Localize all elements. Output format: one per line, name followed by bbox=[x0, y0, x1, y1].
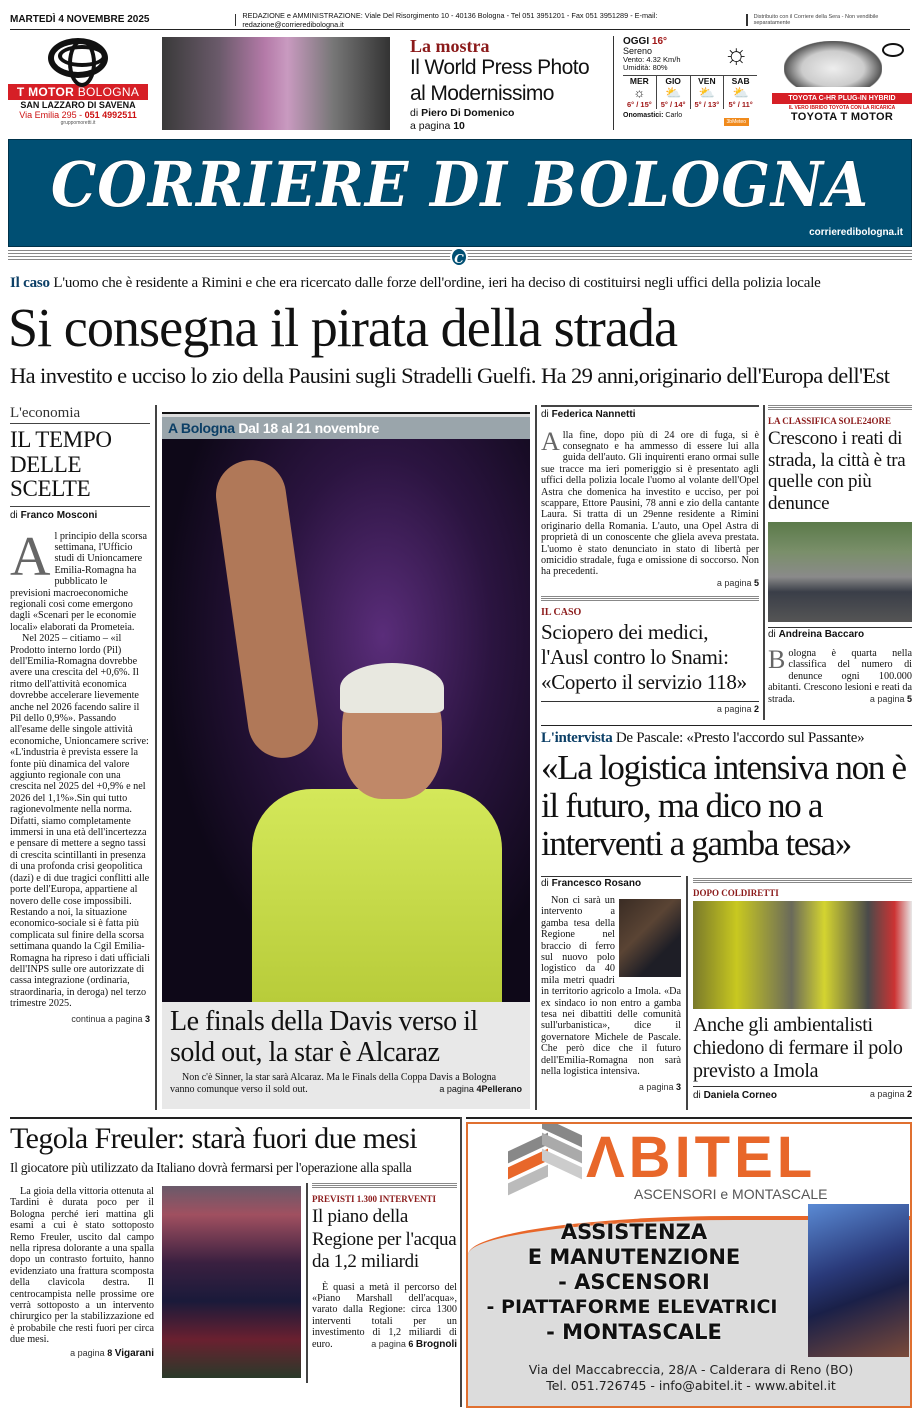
partly-cloudy-icon: ⛅ bbox=[732, 85, 749, 100]
classifica-byline: di Andreina Baccaro bbox=[768, 629, 865, 640]
intervista-title: «La logistica intensiva non è il futuro, ma dico no a interventi a gamba tesa» bbox=[541, 748, 906, 863]
freuler-body: La gioia della vittoria ottenuta al Tardini è durata poco per il Bologna perché ieri mattina gli esami a cui è stato sottoposto Remo Freuler, uscito dal campo nella ripresa dolorante a una spalla dopo un contrasto fortuito, hanno evidenziato una frattura scomposta della clavicola destra. Il centrocampista nelle prossime ore verrà sottoposto a un intervento chirurgico per la stabilizzazione ed è probabile che resti fuori per circa due mesi. bbox=[10, 1186, 154, 1346]
weather-humidity: Umidità: 80% bbox=[623, 63, 668, 72]
sciopero-kicker: IL CASO bbox=[541, 606, 582, 618]
lead-page-ref[interactable]: a pagina 5 bbox=[716, 577, 759, 588]
alcaraz-summary: Non c'è Sinner, la star sarà Alcaraz. Ma le Finals della Coppa Davis a Bologna vanno comunque verso il sold out. a pagina 4Pellerano bbox=[170, 1072, 522, 1095]
issue-date: MARTEDÌ 4 NOVEMBRE 2025 bbox=[10, 14, 150, 25]
section-rule bbox=[466, 1117, 912, 1119]
ad-tagline: IL VERO IBRIDO TOYOTA CON LA RICARICA bbox=[788, 105, 896, 111]
sun-icon: ☼ bbox=[633, 85, 646, 100]
section-rule bbox=[768, 405, 912, 410]
divider bbox=[746, 14, 747, 26]
teaser-mostra[interactable] bbox=[410, 37, 610, 133]
piano-page-ref: a pagina 6 Brognoli bbox=[371, 1338, 457, 1350]
de-pascale-photo[interactable] bbox=[619, 899, 681, 977]
weather-wind: Vento: 4.32 Km/h bbox=[623, 55, 681, 64]
ad-brand: TOYOTA T MOTOR bbox=[790, 111, 894, 123]
weather-today: OGGI 16° bbox=[623, 36, 668, 47]
alcaraz-photo[interactable] bbox=[162, 439, 530, 1002]
coldiretti-kicker: DOPO COLDIRETTI bbox=[693, 888, 779, 898]
lead-kicker: Il caso L'uomo che è residente a Rimini e che era ricercato dalle forze dell'ordine, ieri ha deciso di costituirsi negli uffici della polizia locale bbox=[10, 275, 821, 291]
abitel-logo-icon bbox=[508, 1132, 580, 1188]
eco-continue[interactable]: continua a pagina 3 bbox=[71, 1013, 150, 1024]
website-link[interactable]: corrieredibologna.it bbox=[809, 227, 903, 238]
freuler-page-ref[interactable]: a pagina 8 Vigarani bbox=[70, 1347, 154, 1359]
eco-kicker: L'economia bbox=[10, 405, 150, 424]
column-divider bbox=[306, 1183, 308, 1383]
intervista-page-ref[interactable]: a pagina 3 bbox=[638, 1081, 681, 1092]
article-economia[interactable] bbox=[10, 405, 150, 1024]
masthead[interactable] bbox=[8, 139, 912, 247]
sciopero-page-ref[interactable]: a pagina 2 bbox=[716, 703, 759, 714]
section-rule bbox=[10, 1117, 460, 1119]
teaser-byline: di Piero Di Domenico bbox=[410, 107, 515, 119]
ad-tmotor-left[interactable] bbox=[8, 38, 148, 130]
abitel-services: ASSISTENZA E MANUTENZIONE - ASCENSORI - PIATTAFORME ELEVATRICI - MONTASCALE bbox=[486, 1220, 778, 1344]
classifica-kicker: LA CLASSIFICA SOLE24ORE bbox=[768, 416, 892, 426]
ad-toyota-chr[interactable] bbox=[772, 37, 912, 130]
alcaraz-caption bbox=[162, 1002, 530, 1109]
article-intervista[interactable] bbox=[541, 725, 912, 863]
toyota-logo-icon bbox=[882, 43, 904, 57]
ad-contact: Via Emilia 295 - 051 4992511 bbox=[19, 110, 137, 120]
photo-detail bbox=[340, 663, 444, 713]
teaser-page-ref: a pagina 10 bbox=[410, 120, 465, 132]
sciopero-title[interactable]: Sciopero dei medici, l'Ausl contro lo Snami: «Coperto il servizio 118» bbox=[541, 620, 759, 702]
forecast-day: GIO ⛅ 5° / 14° bbox=[657, 76, 691, 109]
freuler-article[interactable] bbox=[10, 1186, 154, 1359]
ad-model-band: TOYOTA C-HR PLUG-IN HYBRID bbox=[772, 93, 912, 104]
top-strip bbox=[10, 10, 910, 30]
coldiretti-byline: di Daniela Corneo bbox=[693, 1090, 777, 1101]
column-divider bbox=[155, 405, 157, 1110]
piano-kicker: PREVISTI 1.300 INTERVENTI bbox=[312, 1194, 436, 1204]
eco-byline: di Franco Mosconi bbox=[10, 509, 98, 521]
intervista-kicker: L'intervista De Pascale: «Presto l'accordo sul Passante» bbox=[541, 730, 865, 746]
abitel-tagline: ASCENSORI e MONTASCALE bbox=[634, 1186, 828, 1202]
car-image bbox=[784, 41, 882, 87]
teaser-title-line1: Il World Press Photo bbox=[410, 56, 590, 79]
alcaraz-headline: Le finals della Davis verso il sold out, la star è Alcaraz bbox=[170, 1006, 478, 1068]
coldiretti-page-ref[interactable]: a pagina 2 bbox=[869, 1089, 912, 1099]
intervista-byline: di Francesco Rosano bbox=[541, 878, 642, 889]
freuler-subheadline: Il giocatore più utilizzato da Italiano dovrà fermarsi per l'operazione alla spalla bbox=[10, 1160, 412, 1175]
forecast-day: VEN ⛅ 5° / 13° bbox=[691, 76, 725, 109]
divider bbox=[235, 14, 236, 26]
piano-body: È quasi a metà il percorso del «Piano Marshall dell'acqua», varato dalla Regione: circa 1300 interventi totali per un investimento di 1,2 miliardi di euro. a pagina 6 Brognoli bbox=[312, 1281, 457, 1350]
article-classifica[interactable] bbox=[768, 405, 912, 705]
teaser-photo[interactable] bbox=[162, 37, 390, 130]
alcaraz-page-ref: a pagina 4Pellerano bbox=[439, 1083, 522, 1094]
section-rule bbox=[312, 1183, 457, 1188]
dropcap: B bbox=[768, 645, 786, 674]
article-piano-acqua[interactable] bbox=[312, 1183, 457, 1350]
article-davis-alcaraz[interactable] bbox=[162, 412, 530, 1107]
sun-icon: ☼ bbox=[723, 38, 749, 69]
classifica-body: Bologna è quarta nella classifica del numero di denunce ogni 100.000 abitanti. Crescono lesioni e reati da strada. a pagina 5 bbox=[768, 645, 912, 705]
forecast-day: SAB ⛅ 5° / 11° bbox=[724, 76, 757, 109]
eco-body-2: Nel 2025 – citiamo – «il Prodotto interno lordo (Pil) dell'Emilia-Romagna dovrebbe avere una crescita del +0,6%. Il ritmo dell'attività economica dovrebbe accelerare lievemente anche nel 2026 facendo salire il Pil dello 0,9%». Passando all'esame delle singole attività economiche, Unioncamere scrive: «L'industria è prevista essere la fonte più dinamica del valore aggiunto regionale con una crescita nel 2025 del +0,9% e nel 2026 del 1,1%».Sin qui tutto ragionevolmente nella norma. Difatti, siamo completamente immersi in una età dell'incertezza e pensare di mettere a segno tassi di crescita scintillanti in presenza di una profonda crisi geopolitica (dazi) e di due tragici conflitti alle porte dell'Europa, appartiene al novero delle cose impossibili. Restando a noi, la situazione economico-sociale si è fatta più complicata sul finire della scorsa settimana quando la Cgil Emilia-Romagna ha ripreso i dati ufficiali dell'INPS sulle ore autorizzate di cassa integrazione (ordinaria, straordinaria, in deroga) nel terzo trimestre 2025. bbox=[10, 633, 150, 1010]
ad-url: gruppomoretti.it bbox=[60, 120, 96, 126]
abitel-brand: ΛBITEL bbox=[586, 1125, 817, 1190]
weather-credit: 3bMeteo bbox=[724, 118, 749, 126]
ad-abitel[interactable] bbox=[466, 1122, 912, 1408]
weather-condition: Sereno bbox=[623, 46, 653, 56]
photo-detail bbox=[252, 789, 502, 1002]
ad-location: SAN LAZZARO DI SAVENA bbox=[20, 100, 136, 110]
section-rule bbox=[693, 878, 912, 883]
editorial-address: REDAZIONE e AMMINISTRAZIONE: Viale Del Risorgimento 10 - 40136 Bologna - Tel 051 3951201 - Fax 051 3951289 - E-mail: redazione@corrieredibologna.it bbox=[242, 10, 658, 29]
newspaper-title: CORRIERE DI BOLOGNA bbox=[50, 148, 870, 221]
article-lead-body[interactable] bbox=[541, 405, 759, 714]
classifica-photo[interactable] bbox=[768, 522, 912, 622]
column-divider bbox=[460, 1117, 462, 1407]
abitel-contacts: Via del Maccabreccia, 28/A - Calderara di Reno (BO) Tel. 051.726745 - info@abitel.it - www.abitel.it bbox=[528, 1362, 854, 1393]
corriere-c-badge: C bbox=[450, 247, 468, 267]
column-divider bbox=[686, 876, 688, 1110]
dropcap: A bbox=[541, 426, 560, 456]
section-rule bbox=[541, 596, 759, 601]
teaser-kicker: La mostra bbox=[410, 36, 490, 56]
column-divider bbox=[535, 405, 537, 1110]
weather-box bbox=[613, 36, 757, 130]
intervista-body[interactable] bbox=[541, 876, 681, 1092]
eco-title: IL TEMPO DELLE SCELTE bbox=[10, 424, 150, 507]
coldiretti-title: Anche gli ambientalisti chiedono di fermare il polo previsto a Imola bbox=[693, 1014, 912, 1087]
lead-subheadline: Ha investito e ucciso lo zio della Pausini sugli Stradelli Guelfi. Ha 29 anni,originario dell'Europa dell'Est bbox=[10, 363, 890, 388]
lead-body: Alla fine, dopo più di 24 ore di fuga, si è consegnato e ha ammesso di essere lui alla guida dell'auto. Gli inquirenti erano ormai sulle sue tracce ma ieri pomeriggio si è presentato agli uffici della polizia locale l'uomo al volante dell'Opel Astra che domenica ha investito e ucciso, per poi scappare, Ettore Pausini, 78 anni e zio della cantante Laura. Si tratta di un 29enne residente a Rimini originario della Romania. L'auto, una Opel Astra di proprietà di un conoscente che gliela aveva prestata. L'uomo è stato denunciato in stato di libertà per omicidio stradale, fuga e omissione di soccorso. Non ha precedenti. bbox=[541, 426, 759, 578]
column-divider bbox=[763, 405, 765, 720]
partly-cloudy-icon: ⛅ bbox=[698, 85, 715, 100]
distribution-note: Distribuito con il Corriere della Sera - Non vendibile separatamente bbox=[753, 13, 879, 26]
lead-byline: di Federica Nannetti bbox=[541, 408, 636, 420]
toyota-logo-icon bbox=[48, 38, 108, 78]
eco-body: Al principio della scorsa settimana, l'Ufficio studi di Unioncamere Emilia-Romagna ha pubblicato le previsioni macroeconomiche regionali così come emergono dagli «Scenari per le economie locali» elaborati da Prometeia. bbox=[10, 525, 147, 633]
forecast-day: MER ☼ 6° / 15° bbox=[623, 76, 657, 109]
freuler-photo[interactable] bbox=[162, 1186, 301, 1378]
coldiretti-photo[interactable] bbox=[693, 901, 912, 1009]
piano-title: Il piano della Regione per l'acqua da 1,2 miliardi bbox=[312, 1206, 457, 1272]
freuler-headline[interactable]: Tegola Freuler: starà fuori due mesi bbox=[10, 1122, 417, 1155]
classifica-title: Crescono i reati di strada, la città è tra quelle con più denunce bbox=[768, 428, 906, 514]
classifica-page-ref: a pagina 5 bbox=[869, 693, 912, 704]
teaser-title-line2: al Modernissimo bbox=[410, 82, 554, 105]
article-coldiretti[interactable] bbox=[693, 878, 912, 1103]
elevator-building-image bbox=[808, 1204, 909, 1357]
dropcap: A bbox=[10, 525, 51, 588]
photo-label: A Bologna Dal 18 al 21 novembre bbox=[162, 417, 530, 439]
partly-cloudy-icon: ⛅ bbox=[665, 85, 682, 100]
onomastici: Onomastici: Carlo bbox=[623, 112, 683, 119]
weather-forecast bbox=[623, 75, 757, 109]
lead-headline[interactable]: Si consegna il pirata della strada bbox=[8, 297, 678, 358]
intervista-text: Non ci sarà un intervento a gamba tesa della Regione nel braccio di ferro sul nuovo polo logistico da 40 mila metri quadri in territorio agricolo a Imola. «Da ex sindaco io non entro a gamba tesa nei dibattiti delle comunità sull'urbanistica», dice il governatore Michele de Pascale. Che però dice che il futuro dell'Emilia-Romagna non sarà nella logistica intensiva. bbox=[541, 895, 681, 1078]
ad-brand-band: T MOTOR BOLOGNA bbox=[8, 84, 148, 100]
photo-detail bbox=[211, 456, 322, 763]
